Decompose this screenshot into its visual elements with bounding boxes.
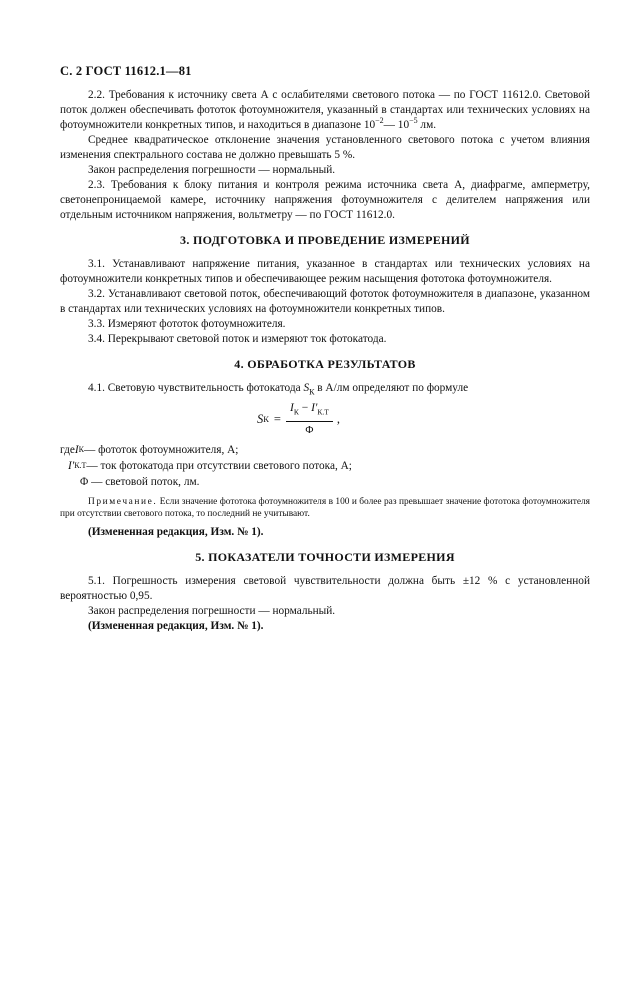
section-5-title: 5. ПОКАЗАТЕЛИ ТОЧНОСТИ ИЗМЕРЕНИЯ <box>195 549 455 564</box>
paragraph-law-2: Закон распределения погрешности — нормальный. <box>88 604 336 617</box>
edit-note-2: (Измененная редакция, Изм. № 1). <box>88 619 264 632</box>
definition-ik: где I К — фототок фотоумножителя, А; <box>60 443 239 456</box>
paragraph-law-1: Закон распределения погрешности — нормальный. <box>88 164 336 176</box>
paragraph-3-2: 3.2. Устанавливают световой поток, обеспечивающий фототок фотоумножителя в диапазоне, указанном в стандартах или технических условиях на фотоумножители конкретных типов. <box>60 288 590 315</box>
section-4-title: 4. ОБРАБОТКА РЕЗУЛЬТАТОВ <box>234 357 416 371</box>
definition-phi: Φ — световой поток, лм. <box>80 475 200 488</box>
formula-block <box>257 401 590 437</box>
formula-fraction <box>286 401 333 437</box>
paragraph-2-3: 2.3. Требования к блоку питания и контроля режима источника света А, диафрагме, амперметру, светонепроницаемой камере, источнику напряжения фотоумножителя с делителем напряжения или отдельным источником напряжения, вольтметру — по ГОСТ 11612.0. <box>60 179 590 221</box>
paragraph-4-1: 4.1. Световую чувствительность фотокатода $S_К$ в А/лм определяют по формуле <box>88 382 469 397</box>
paragraph-std-dev: Среднее квадратическое отклонение значения установленного светового потока с учетом влияния изменения спектрального состава не должно превышать 5 %. <box>60 134 590 161</box>
formula-definitions <box>60 442 590 490</box>
definition-ikt: I' К.Т — ток фотокатода при отсутствии светового потока, А; <box>68 459 352 472</box>
formula-numerator: $I_К - I'_{К.Т}$ <box>286 401 333 421</box>
paragraph-2-2: 2.2. Требования к источнику света А с ослабителями светового потока — по ГОСТ 11612.0. Световой поток должен обеспечивать фототок фотоумножителя, указанный в стандартах или технических условиях на фотоумножители конкретных типов, и находиться в диапазоне $10^{-2}—$ $10^{-5}$ лм. <box>60 89 590 131</box>
section-3-title: 3. ПОДГОТОВКА И ПРОВЕДЕНИЕ ИЗМЕРЕНИЙ <box>180 233 470 247</box>
paragraph-3-4: 3.4. Перекрывают световой поток и измеряют ток фотокатода. <box>88 333 387 345</box>
note: Примечание. Если значение фототока фотоумножителя в 100 и более раз превышает значение фототока фотоумножителя при отсутствии светового потока, то последний не учитывают. <box>60 496 590 520</box>
paragraph-3-3: 3.3. Измеряют фототок фотоумножителя. <box>88 318 286 330</box>
document-body <box>60 88 590 634</box>
edit-note-1: (Измененная редакция, Изм. № 1). <box>88 525 264 538</box>
page-header: С. 2 ГОСТ 11612.1—81 <box>60 64 192 78</box>
paragraph-3-1: 3.1. Устанавливают напряжение питания, указанное в стандартах или технических условиях на фотоумножители конкретных типов и обеспечивающее режим насыщения фототока фотоумножителя. <box>60 258 590 285</box>
paragraph-5-1: 5.1. Погрешность измерения световой чувствительности должна быть ±12 % с установленной вероятностью 0,95. <box>60 574 590 602</box>
formula-denominator: Φ <box>305 423 314 436</box>
sensitivity-formula: S К = $\frac{I_К - I'_{К.Т}}{\Phi}$ , <box>257 402 340 436</box>
